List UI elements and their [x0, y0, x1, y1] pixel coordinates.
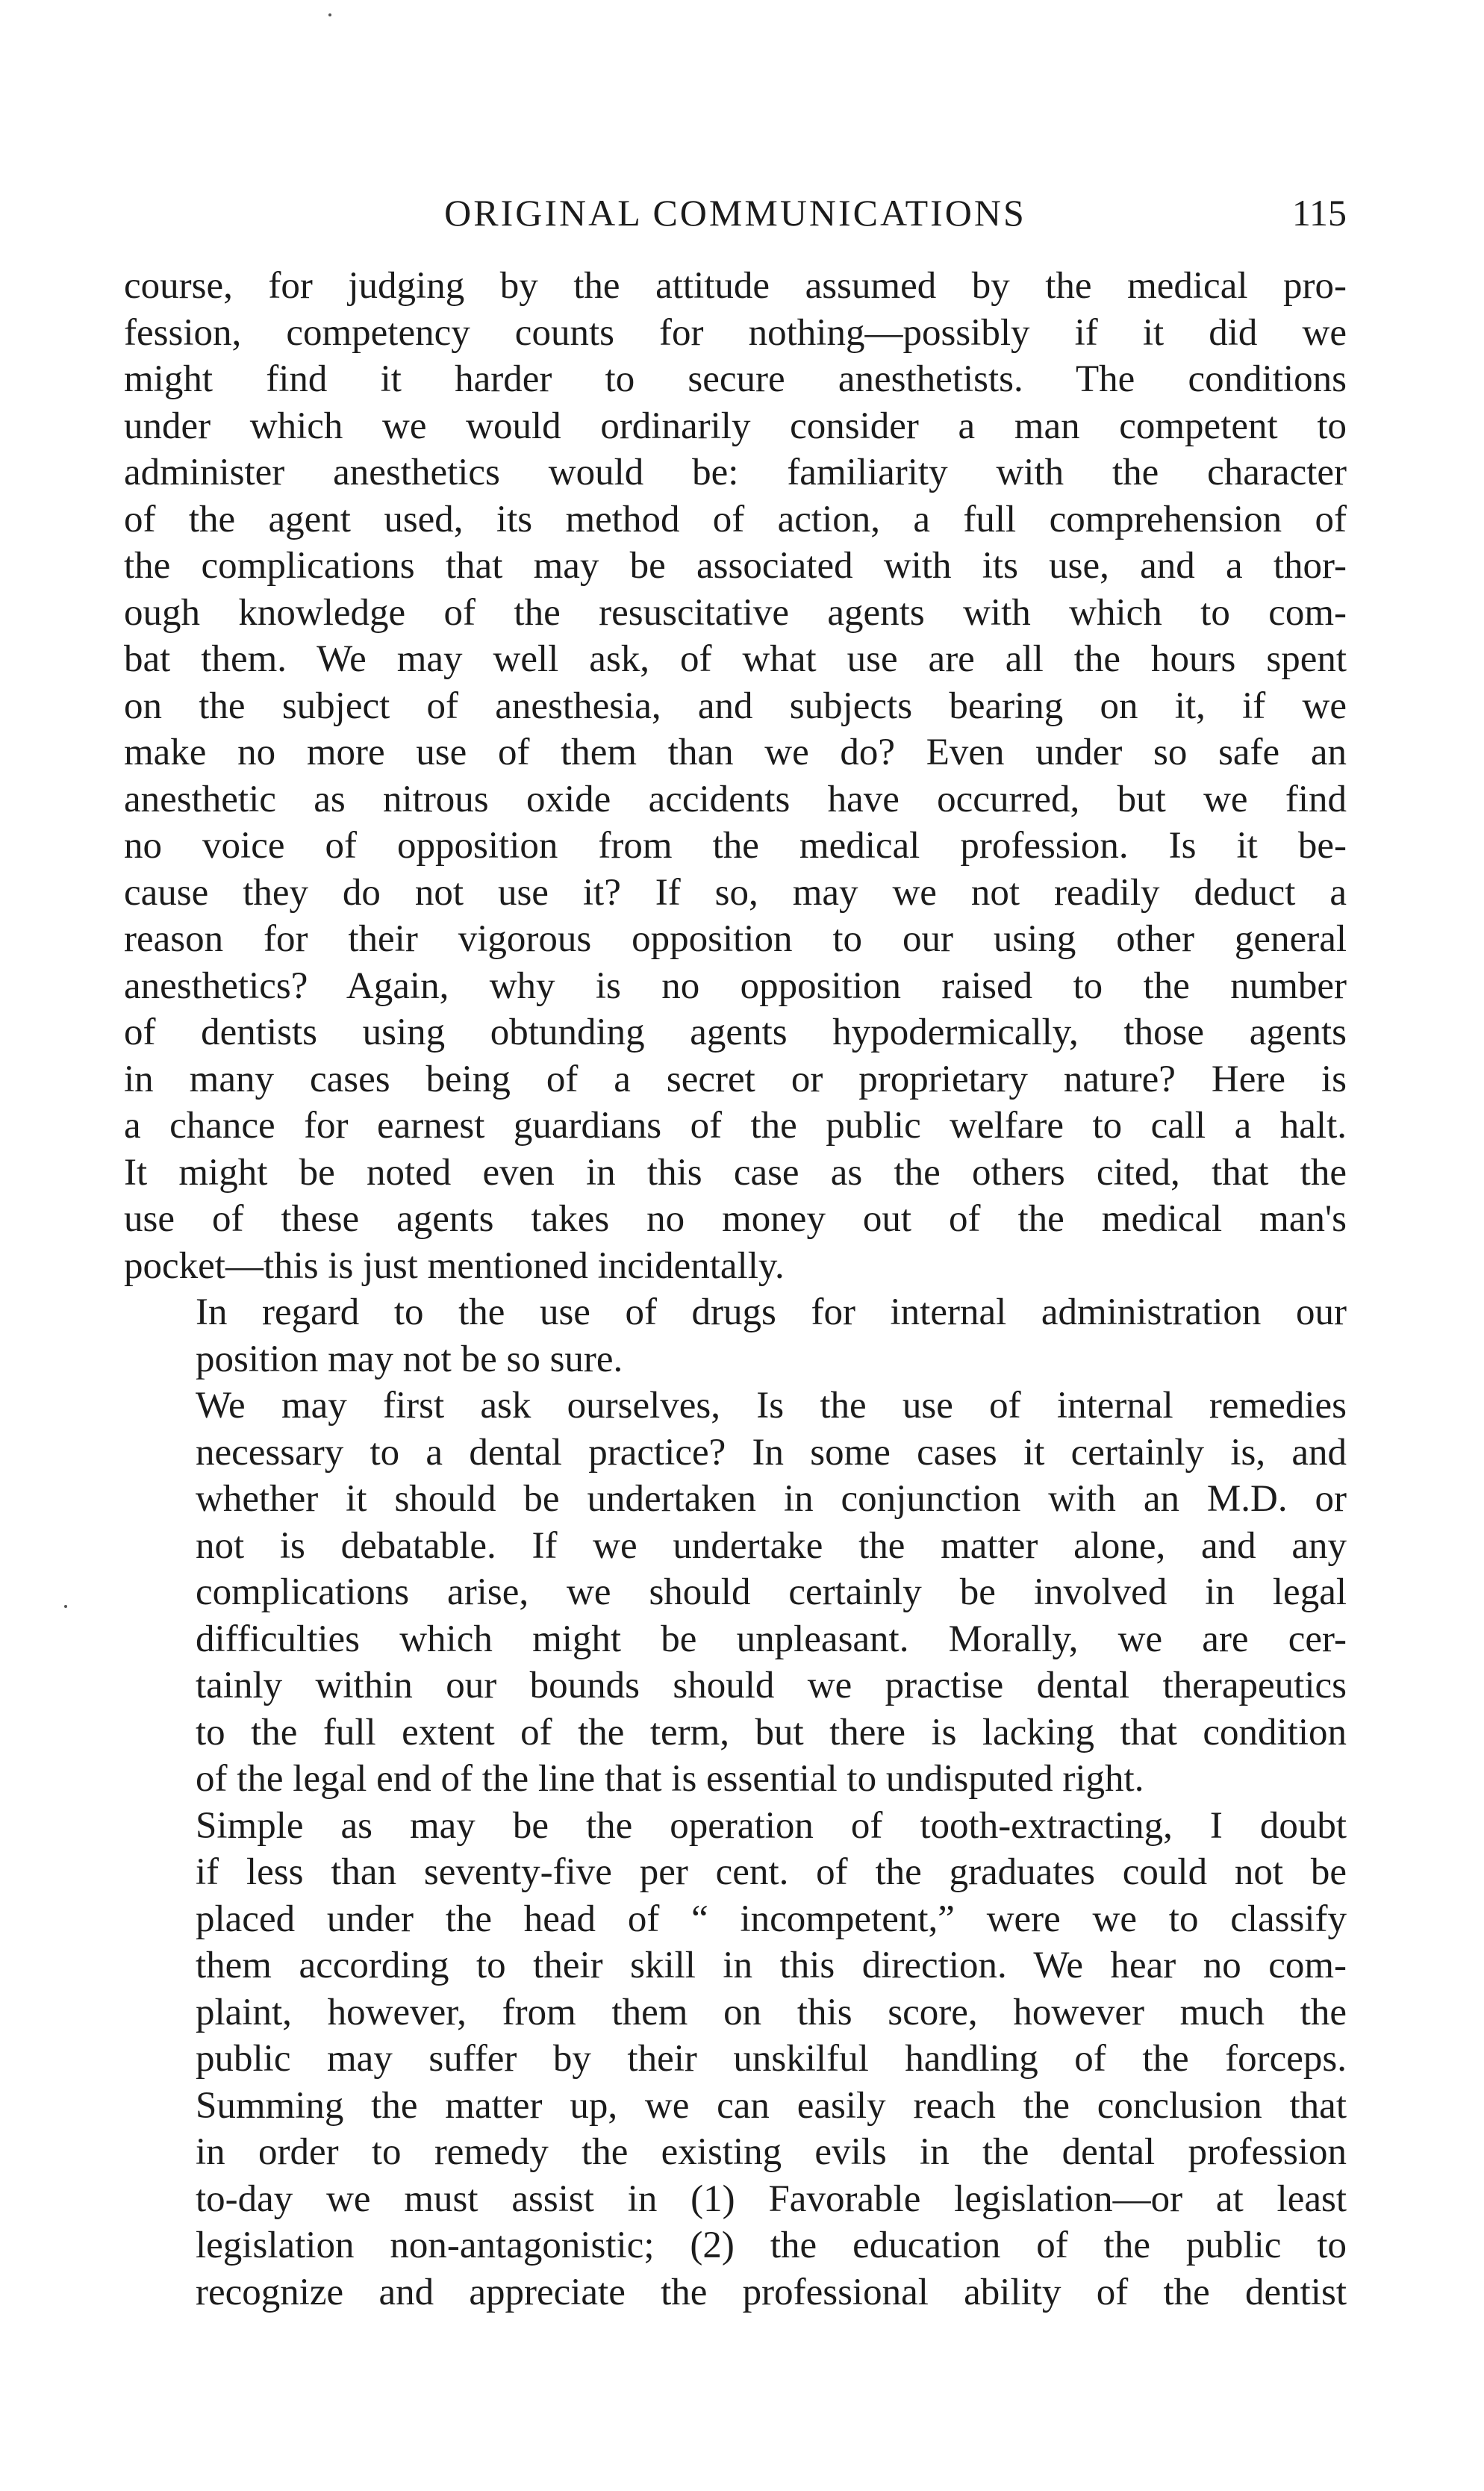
text-line: position may not be so sure. — [196, 1338, 623, 1380]
text-line: to the full extent of the term, but there is lacking that condition — [196, 1711, 1347, 1753]
text-line: to-day we must assist in (1) Favorable legislation—or at least — [196, 2177, 1347, 2220]
text-line: course, for judging by the attitude assumed by the medical pro- — [124, 265, 1347, 307]
text-line: under which we would ordinarily consider a man competent to — [124, 405, 1347, 447]
text-line: pocket—this is just mentioned incidentally. — [124, 1244, 785, 1287]
running-head: ORIGINAL COMMUNICATIONS — [444, 192, 1026, 234]
text-line: a chance for earnest guardians of the public welfare to call a halt. — [124, 1105, 1347, 1147]
text-line: no voice of opposition from the medical profession. Is it be- — [124, 825, 1347, 867]
text-line: cause they do not use it? If so, may we not readily deduct a — [124, 871, 1347, 914]
paragraph — [124, 1803, 1347, 2316]
text-line: necessary to a dental practice? In some cases it certainly is, and — [196, 1431, 1347, 1474]
text-line: public may suffer by their unskilful handling of the forceps. — [196, 2038, 1347, 2080]
text-line: administer anesthetics would be: familiarity with the character — [124, 452, 1347, 493]
text-line: use of these agents takes no money out of the medical man's — [124, 1198, 1347, 1240]
text-line: the complications that may be associated with its use, and a thor- — [124, 545, 1347, 587]
text-line: if less than seventy-five per cent. of the graduates could not be — [196, 1851, 1347, 1893]
text-line: difficulties which might be unpleasant. Morally, we are cer- — [196, 1618, 1347, 1660]
text-line: recognize and appreciate the professional ability of the dentist — [196, 2271, 1347, 2313]
text-line: of the agent used, its method of action, a full comprehension of — [124, 498, 1347, 540]
text-line: whether it should be undertaken in conjunction with an M.D. or — [196, 1478, 1347, 1520]
text-line: reason for their vigorous opposition to our using other general — [124, 918, 1347, 960]
text-line: ough knowledge of the resuscitative agents with which to com- — [124, 591, 1347, 634]
text-line: fession, competency counts for nothing—possibly if it did we — [124, 311, 1347, 354]
paragraph — [124, 1289, 1347, 1382]
text-line: tainly within our bounds should we practise dental therapeutics — [196, 1665, 1347, 1706]
text-line: of dentists using obtunding agents hypodermically, those agents — [124, 1011, 1347, 1053]
text-line: It might be noted even in this case as the others cited, that the — [124, 1151, 1347, 1194]
text-line: in order to remedy the existing evils in the dental profession — [196, 2131, 1347, 2173]
text-line: in many cases being of a secret or proprietary nature? Here is — [124, 1058, 1347, 1100]
page-header — [124, 179, 1347, 246]
text-line: them according to their skill in this direction. We hear no com- — [196, 1945, 1347, 1986]
text-line: make no more use of them than we do? Even under so safe an — [124, 732, 1347, 773]
text-line: Simple as may be the operation of tooth-extracting, I doubt — [196, 1804, 1347, 1847]
text-line: anesthetics? Again, why is no opposition raised to the number — [124, 964, 1347, 1007]
text-line: bat them. We may well ask, of what use are all the hours spent — [124, 638, 1347, 680]
text-line: on the subject of anesthesia, and subjects bearing on it, if we — [124, 685, 1347, 727]
text-line: placed under the head of “ incompetent,” were we to classify — [196, 1898, 1347, 1940]
text-line: We may first ask ourselves, Is the use of internal remedies — [196, 1385, 1347, 1427]
page-number: 115 — [1291, 192, 1347, 234]
text-line: anesthetic as nitrous oxide accidents have occurred, but we find — [124, 778, 1347, 820]
text-line: Summing the matter up, we can easily reach the conclusion that — [196, 2084, 1347, 2127]
text-line: might find it harder to secure anesthetists. The conditions — [124, 358, 1347, 400]
text-line: legislation non-antagonistic; (2) the education of the public to — [196, 2225, 1347, 2266]
text-line: complications arise, we should certainly be involved in legal — [196, 1571, 1347, 1613]
text-line: plaint, however, from them on this score, however much the — [196, 1991, 1347, 2033]
text-line: In regard to the use of drugs for internal administration our — [196, 1291, 1347, 1333]
print-speck — [64, 1605, 67, 1608]
body-text — [124, 263, 1347, 2316]
text-line: of the legal end of the line that is essential to undisputed right. — [196, 1758, 1144, 1800]
print-speck — [328, 13, 331, 16]
paragraph — [124, 1382, 1347, 1803]
paragraph — [124, 263, 1347, 1289]
text-line: not is debatable. If we undertake the matter alone, and any — [196, 1524, 1347, 1567]
